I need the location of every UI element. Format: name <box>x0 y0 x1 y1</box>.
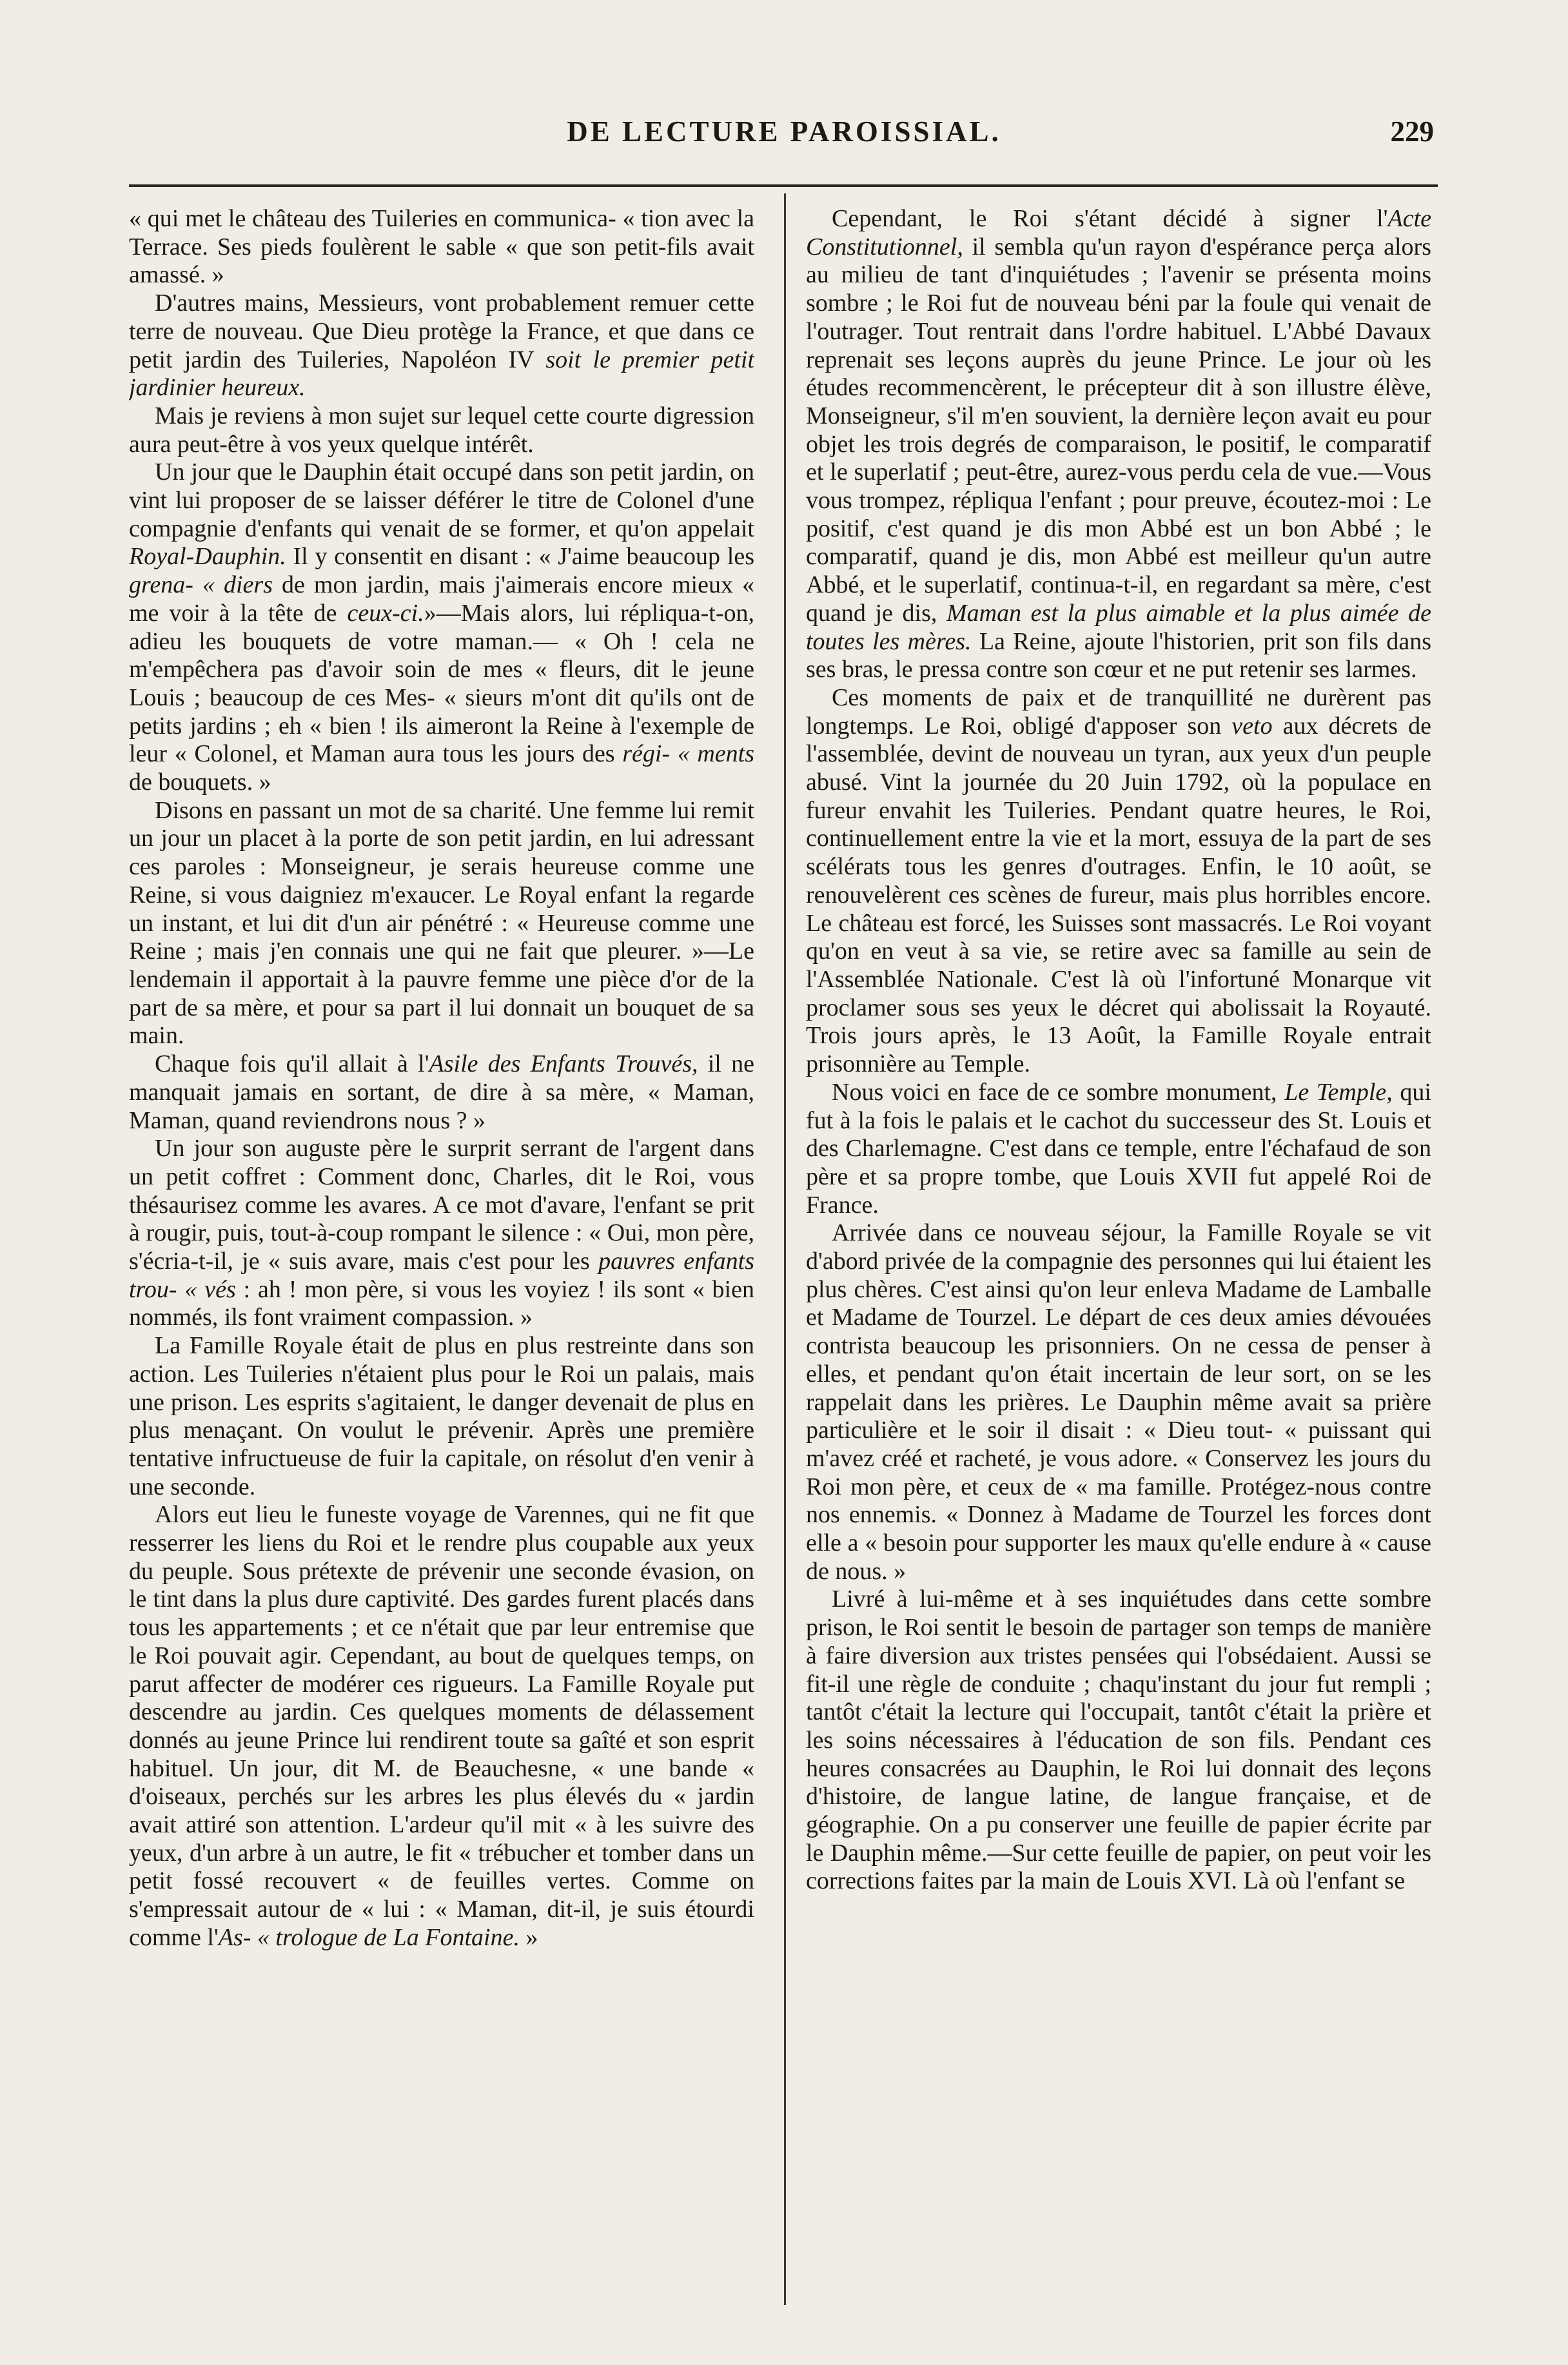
text-run: D'autres mains, Messieurs, vont probablement remuer cette terre de nouveau. Que Dieu protège la France, et que dans ce petit jardin des Tuileries, Napoléon IV <box>129 289 754 373</box>
header-rule <box>129 184 1438 187</box>
text-run: Ces moments de paix et de tranquillité ne durèrent pas longtemps. Le Roi, obligé d'apposer son <box>806 683 1431 740</box>
text-run: « qui met le château des Tuileries en communica- « tion avec la Terrace. Ses pieds foulèrent le sable « que son petit-fils avait amassé. » <box>129 205 754 289</box>
italic-text: grena- « diers <box>129 571 273 599</box>
text-run: Arrivée dans ce nouveau séjour, la Famille Royale se vit d'abord privée de la compagnie des personnes qui lui étaient les plus chères. C'est ainsi qu'on leur enleva Madame de Lamballe et Madame de Tourzel. Le départ de ces deux amies dévouées contrista beaucoup les prisonniers. On ne cessa de penser à elles, et pendant qu'on était incertain de leur sort, on se les rappelait dans les prières. Le Dauphin même avait sa prière particulière et le soir il disait : « Dieu tout- « puissant qui m'avez créé et racheté, je vous adore. « Conservez les jours du Roi mon père, et ceux de « ma famille. Protégez-nous contre nos ennemis. « Donnez à Madame de Tourzel les forces dont elle a « besoin pour supporter les maux qu'elle endure à « cause de nous. » <box>806 1219 1431 1585</box>
page-header <box>0 115 1568 160</box>
text-run: : ah ! mon père, si vous les voyiez ! ils sont « bien nommés, ils font vraiment compassion. » <box>129 1275 754 1331</box>
text-run: La Famille Royale était de plus en plus restreinte dans son action. Les Tuileries n'étaient plus pour le Roi un palais, mais une prison. Les esprits s'agitaient, le danger devenait de plus en plus menaçant. On voulut le prévenir. Après une première tentative infructueuse de fuir la capitale, on résolut d'en venir à une seconde. <box>129 1332 754 1500</box>
text-run: Disons en passant un mot de sa charité. Une femme lui remit un jour un placet à la porte de son petit jardin, en lui adressant ces paroles : Monseigneur, je serais heureuse comme une Reine, si vous daigniez m'exaucer. Le Royal enfant la regarde un instant, et lui dit d'un air pénétré : « Heureuse comme une Reine ; mais j'en connais une qui ne fait que pleurer. »—Le lendemain il apportait à la pauvre femme une pièce d'or de la part de sa mère, et pour sa part il lui donnait un bouquet de sa main. <box>129 796 754 1050</box>
text-run: qui fut à la fois le palais et le cachot du successeur des St. Louis et des Charlemagne. C'est dans ce temple, entre l'échafaud de son père et sa propre tombe, que Louis XVII fut appelé Roi de France. <box>806 1078 1431 1219</box>
paragraph <box>129 205 754 289</box>
text-run: Mais je reviens à mon sujet sur lequel cette courte digression aura peut-être à vos yeux quelque intérêt. <box>129 402 754 458</box>
text-run: aux décrets de l'assemblée, devint de nouveau un tyran, aux yeux d'un peuple abusé. Vint la journée du 20 Juin 1792, où la populace en fureur envahit les Tuileries. Pendant quatre heures, le Roi, continuellement entre la vie et la mort, essuya de la part de ses scélérats tous les genres d'outrages. Enfin, le 10 août, se renouvelèrent ces scènes de fureur, mais plus horribles encore. Le château est forcé, les Suisses sont massacrés. Le Roi voyant qu'on en veut à sa vie, se retire avec sa famille au sein de l'Assemblée Nationale. C'est là où l'infortuné Monarque vit proclamer sous ses yeux le décret qui abolissait la Royauté. Trois jours après, le 13 Août, la Famille Royale entrait prisonnière au Temple. <box>806 712 1431 1078</box>
italic-text: veto <box>1231 712 1273 740</box>
italic-text: Le Temple, <box>1284 1078 1393 1106</box>
paragraph <box>129 458 754 796</box>
page-number: 229 <box>1390 115 1434 148</box>
left-column <box>129 205 754 2313</box>
text-run: Nous voici en face de ce sombre monument, <box>832 1078 1285 1106</box>
text-run: La Reine, ajoute l'historien, prit son fils dans ses bras, le pressa contre son cœur et ne put retenir ses larmes. <box>806 627 1431 683</box>
text-run: il sembla qu'un rayon d'espérance perça alors au milieu de tant d'inquiétudes ; l'avenir se présenta moins sombre ; le Roi fut de nouveau béni par la foule qui venait de l'outrager. Tout rentrait dans l'ordre habituel. L'Abbé Davaux reprenait ses leçons auprès du jeune Prince. Le jour où les études recommencèrent, le précepteur dit à son illustre élève, Monseigneur, s'il m'en souvient, la dernière leçon avait eu pour objet les trois degrés de comparaison, le positif, le comparatif et le superlatif ; peut-être, aurez-vous perdu cela de vue.—Vous vous trompez, répliqua l'enfant ; pour preuve, écoutez-moi : Le positif, c'est quand je dis mon Abbé est un bon Abbé ; le comparatif, quand je dis, mon Abbé est meilleur qu'un autre Abbé, et le superlatif, continua-t-il, en regardant sa mère, c'est quand je dis, <box>806 233 1431 627</box>
italic-text: Royal-Dauphin. <box>129 543 286 571</box>
italic-text: pauvres enfants trou- « vés <box>129 1248 754 1303</box>
paragraph <box>806 1585 1431 1896</box>
text-run: »—Mais alors, lui répliqua-t-on, adieu les bouquets de votre maman.— « Oh ! cela ne m'empêchera pas d'avoir soin de mes « fleurs, dit le jeune Louis ; beaucoup de ces Mes- « sieurs m'ont dit qu'ils ont de petits jardins ; eh « bien ! ils aimeront la Reine à l'exemple de leur « Colonel, et Maman aura tous les jours des <box>129 599 754 768</box>
paragraph <box>129 402 754 458</box>
paragraph <box>129 1135 754 1332</box>
italic-text: ceux-ci. <box>347 599 424 627</box>
text-run: Un jour que le Dauphin était occupé dans son petit jardin, on vint lui proposer de se laisser déférer le titre de Colonel d'une compagnie d'enfants qui venait de se former, et qu'on appelait <box>129 458 754 542</box>
italic-text: As- « trologue de La Fontaine. <box>218 1923 520 1951</box>
paragraph <box>129 1501 754 1952</box>
text-run: Livré à lui-même et à ses inquiétudes dans cette sombre prison, le Roi sentit le besoin de partager son temps de manière à faire diversion aux tristes pensées qui l'obsédaient. Aussi se fit-il une règle de conduite ; chaqu'instant du jour fut rempli ; tantôt c'était la lecture qui l'occupait, tantôt c'était la prière et les soins nécessaires à l'éducation de son fils. Pendant ces heures consacrées au Dauphin, le Roi lui donnait des leçons d'histoire, de langue latine, de langue française, et de géographie. On a pu conserver une feuille de papier écrite par le Dauphin même.—Sur cette feuille de papier, on peut voir les corrections faites par la main de Louis XVI. Là où l'enfant se <box>806 1585 1431 1895</box>
paragraph <box>129 289 754 402</box>
italic-text: soit le premier petit jardinier heureux. <box>129 346 754 402</box>
paragraph <box>806 1079 1431 1220</box>
running-head: DE LECTURE PAROISSIAL. <box>567 115 1001 148</box>
text-run: il ne manquait jamais en sortant, de dire à sa mère, « Maman, Maman, quand reviendrons nous ? » <box>129 1050 754 1134</box>
italic-text: Acte Constitutionnel, <box>806 205 1431 260</box>
text-run: Chaque fois qu'il allait à l' <box>155 1050 429 1078</box>
paragraph <box>129 1332 754 1501</box>
italic-text: régi- « ments <box>622 740 754 768</box>
paragraph <box>806 205 1431 684</box>
text-run: Un jour son auguste père le surprit serrant de l'argent dans un petit coffret : Comment donc, Charles, dit le Roi, vous thésaurisez comme les avares. A ce mot d'avare, l'enfant se prit à rougir, puis, tout-à-coup rompant le silence : « Oui, mon père, s'écria-t-il, je « suis avare, mais c'est pour les <box>129 1135 754 1275</box>
paragraph <box>806 684 1431 1079</box>
paragraph <box>129 797 754 1050</box>
paragraph <box>129 1050 754 1135</box>
right-column <box>806 205 1431 2313</box>
text-run: » <box>519 1923 538 1951</box>
italic-text: Asile des Enfants Trouvés, <box>429 1050 698 1078</box>
text-run: de mon jardin, mais j'aimerais encore mieux « me voir à la tête de <box>129 571 754 627</box>
italic-text: Maman est la plus aimable et la plus aimée de toutes les mères. <box>806 599 1431 655</box>
text-run: de bouquets. » <box>129 769 271 796</box>
text-run: Alors eut lieu le funeste voyage de Varennes, qui ne fit que resserrer les liens du Roi et le rendre plus coupable aux yeux du peuple. Sous prétexte de prévenir une seconde évasion, on le tint dans la plus dure captivité. Des gardes furent placés dans tous les appartements ; et ce n'était que par leur entremise que le Roi pouvait agir. Cependant, au bout de quelques temps, on parut affecter de modérer ces rigueurs. La Famille Royale put descendre au jardin. Ces quelques moments de délassement donnés au jeune Prince lui rendirent toute sa gaîté et son esprit habituel. Un jour, dit M. de Beauchesne, « une bande « d'oiseaux, perchés sur les arbres les plus élevés du « jardin avait attiré son attention. L'ardeur qu'il mit « à les suivre des yeux, d'un arbre à un autre, le fit « trébucher et tomber dans un petit fossé recouvert « de feuilles vertes. Comme on s'empressait autour de « lui : « Maman, dit-il, je suis étourdi comme l' <box>129 1501 754 1951</box>
text-run: Cependant, le Roi s'étant décidé à signer l' <box>832 205 1388 232</box>
paragraph <box>806 1219 1431 1585</box>
text-run: Il y consentit en disant : « J'aime beaucoup les <box>286 543 754 571</box>
column-divider <box>784 193 786 2305</box>
